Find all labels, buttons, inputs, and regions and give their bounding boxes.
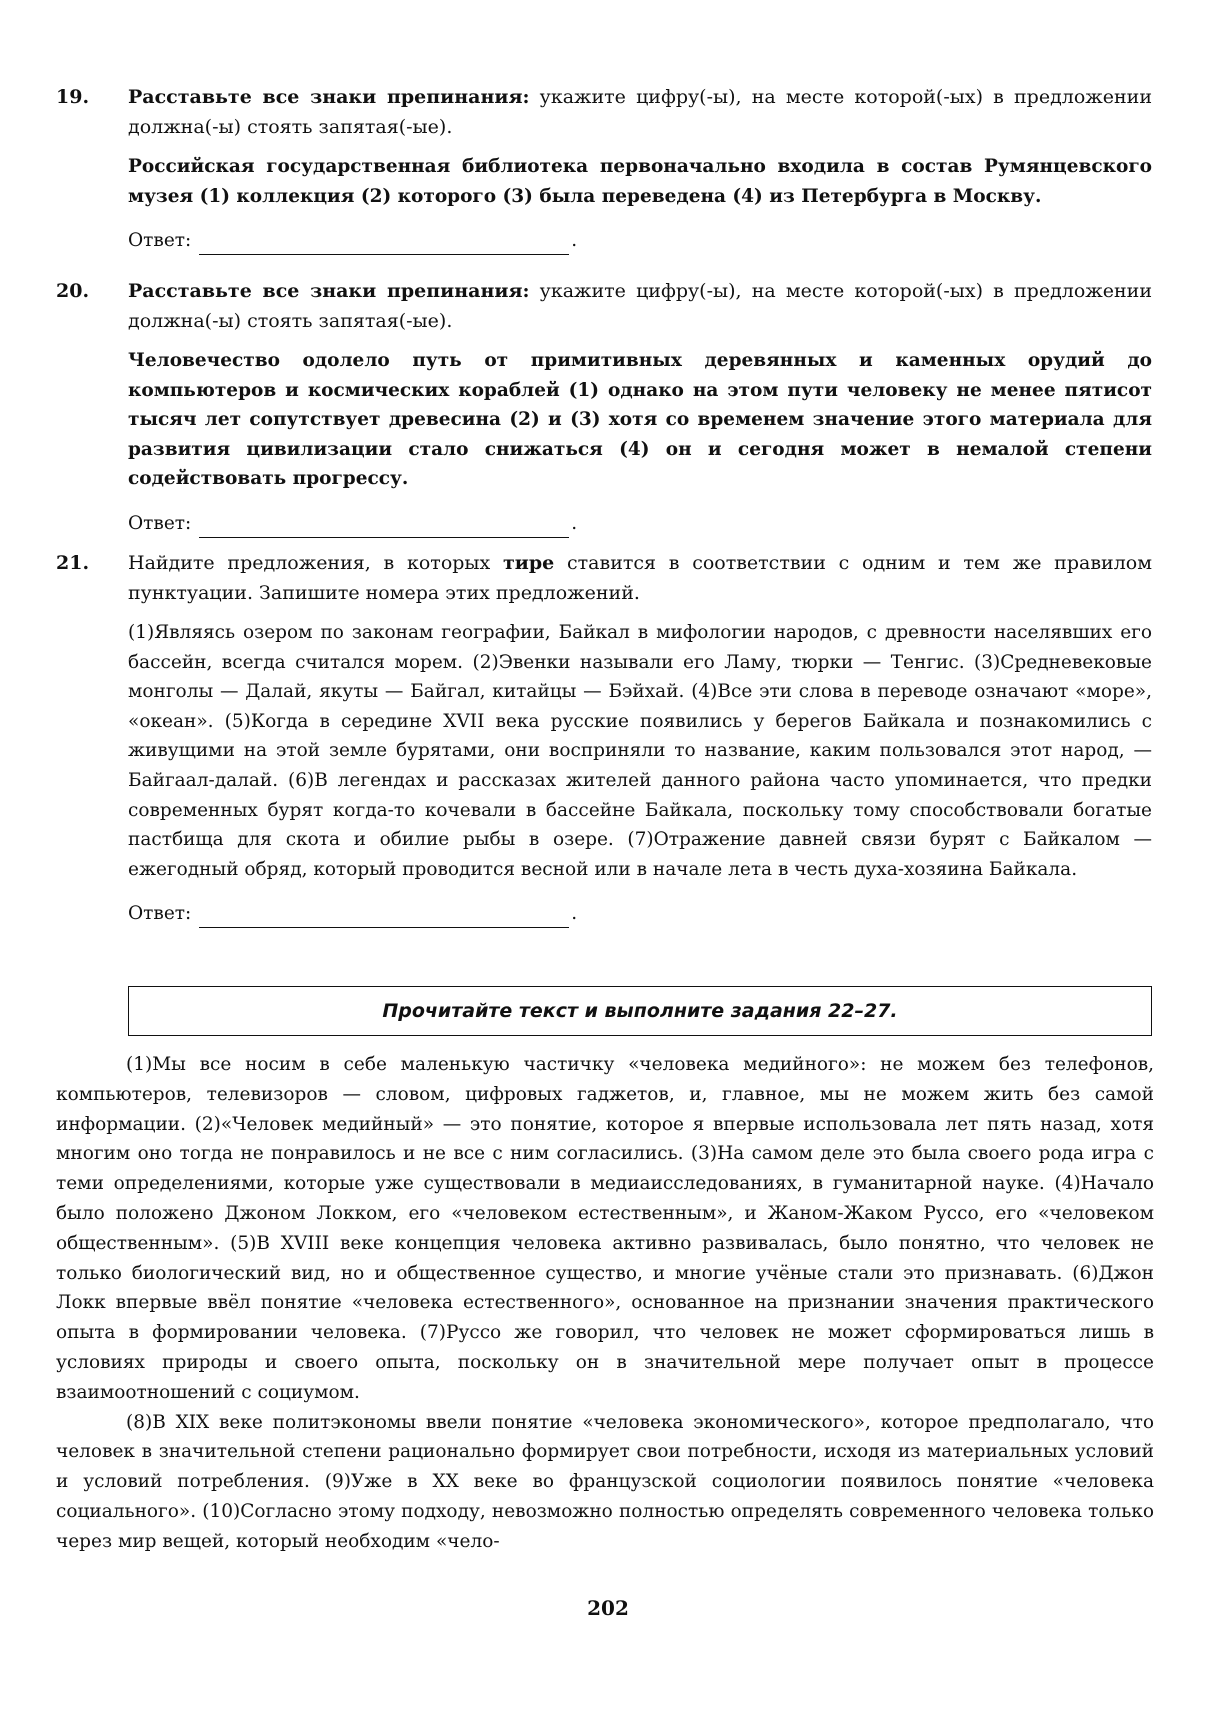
reading-paragraph-2: (8)В XIX веке политэкономы ввели понятие «человека экономического», которое предполагало, что человек в значительной степени рационально формирует свои потребности, исходя из материальных условий и условий потребления. (9)Уже в XX веке во французской социологии появилось понятие «человека социального». (10)Согласно этому подходу, невозможно полностью определять современного человека только через мир вещей, который необходим «чело-	[56, 1411, 1154, 1552]
answer-label: Ответ:	[128, 512, 192, 534]
task-instruction	[128, 82, 1152, 142]
answer-line[interactable]	[199, 515, 569, 538]
answer-label: Ответ:	[128, 230, 192, 252]
answer-row: Ответ: .	[128, 227, 1152, 255]
reading-text	[56, 1050, 1154, 1557]
instruction-text: укажите цифру(-ы), на месте которой(-ых) в предложении должна(-ы) стоять запятая(-ые).	[128, 86, 1152, 138]
reading-banner	[128, 986, 1152, 1036]
answer-label: Ответ:	[128, 903, 192, 925]
answer-line[interactable]	[199, 905, 569, 928]
instruction-text: Найдите предложения, в которых	[128, 552, 504, 574]
page-number: 202	[587, 1596, 629, 1620]
instruction-bold: Расставьте все знаки препинания:	[128, 280, 530, 302]
answer-row: Ответ: .	[128, 510, 1152, 538]
instruction-bold: тире	[503, 552, 555, 574]
instruction-bold: Расставьте все знаки препинания:	[128, 86, 530, 108]
task-instruction	[128, 276, 1152, 336]
task-sentence: Человечество одолело путь от примитивных деревянных и каменных орудий до компьютеров и космических кораблей (1) однако на этом пути человеку не менее пятисот тысяч лет сопутствует древесина (2) и (3) хотя со временем значение этого материала для развития цивилизации стало снижаться (4) он и сегодня может в немалой степени содействовать прогрессу.	[128, 350, 1152, 490]
task-21	[56, 548, 1156, 928]
task-number: 21.	[56, 552, 90, 574]
task-number: 19.	[56, 86, 90, 108]
task-19	[56, 82, 1156, 255]
task-sentence: Российская государственная библиотека первоначально входила в состав Румянцевского музея (1) коллекция (2) которого (3) была переведена (4) из Петербурга в Москву.	[128, 156, 1152, 207]
task-number: 20.	[56, 280, 90, 302]
reading-paragraph-1: (1)Мы все носим в себе маленькую частичку «человека медийного»: не можем без телефонов, компьютеров, телевизоров — словом, цифровых гаджетов, и, главное, мы не можем жить без самой информации. (2)«Человек медийный» — это понятие, которое я впервые использовала лет пять назад, хотя многим оно тогда не понравилось и не все с ним согласились. (3)На самом деле это была своего рода игра с теми определениями, которые уже существовали в медиаисследованиях, в гуманитарной науке. (4)Начало было положено Джоном Локком, его «человеком естественным», и Жаном-Жаком Руссо, его «человеком общественным». (5)В XVIII веке концепция человека активно развивалась, было понятно, что человек не только биологический вид, но и общественное существо, и многие учёные стали это признавать. (6)Джон Локк впервые ввёл понятие «человека естественного», основанное на признании значения практического опыта в формировании человека. (7)Руссо же говорил, что человек не может сформироваться лишь в условиях природы и своего опыта, поскольку он в значительной мере получает опыт в процессе взаимоотношений с социумом.	[56, 1054, 1154, 1403]
answer-row: Ответ: .	[128, 900, 1152, 928]
task-passage: (1)Являясь озером по законам географии, Байкал в мифологии народов, с древности населявших его бассейн, всегда считался морем. (2)Эвенки называли его Ламу, тюрки — Тенгис. (3)Средневековые монголы — Далай, якуты — Байгал, китайцы — Бэйхай. (4)Все эти слова в переводе означают «море», «океан». (5)Когда в середине XVII века русские появились у берегов Байкала и познакомились с живущими на этой земле бурятами, они восприняли то название, каким пользовался этот народ, — Байгаал-далай. (6)В легендах и рассказах жителей данного района часто упоминается, что предки современных бурят когда-то кочевали в бассейне Байкала, поскольку тому способствовали богатые пастбища для скота и обилие рыбы в озере. (7)Отражение давней связи бурят с Байкалом — ежегодный обряд, который проводится весной или в начале лета в честь духа-хозяина Байкала.	[128, 622, 1152, 880]
instruction-text: укажите цифру(-ы), на месте которой(-ых) в предложении должна(-ы) стоять запятая(-ые).	[128, 280, 1152, 332]
task-instruction	[128, 548, 1152, 608]
banner-text: Прочитайте текст и выполните задания 22–27.	[382, 1000, 898, 1022]
task-20	[56, 276, 1156, 538]
answer-line[interactable]	[199, 232, 569, 255]
instruction-text: ставится в соответствии с одним и тем же правилом пунктуации. Запишите номера этих предложений.	[128, 552, 1152, 604]
